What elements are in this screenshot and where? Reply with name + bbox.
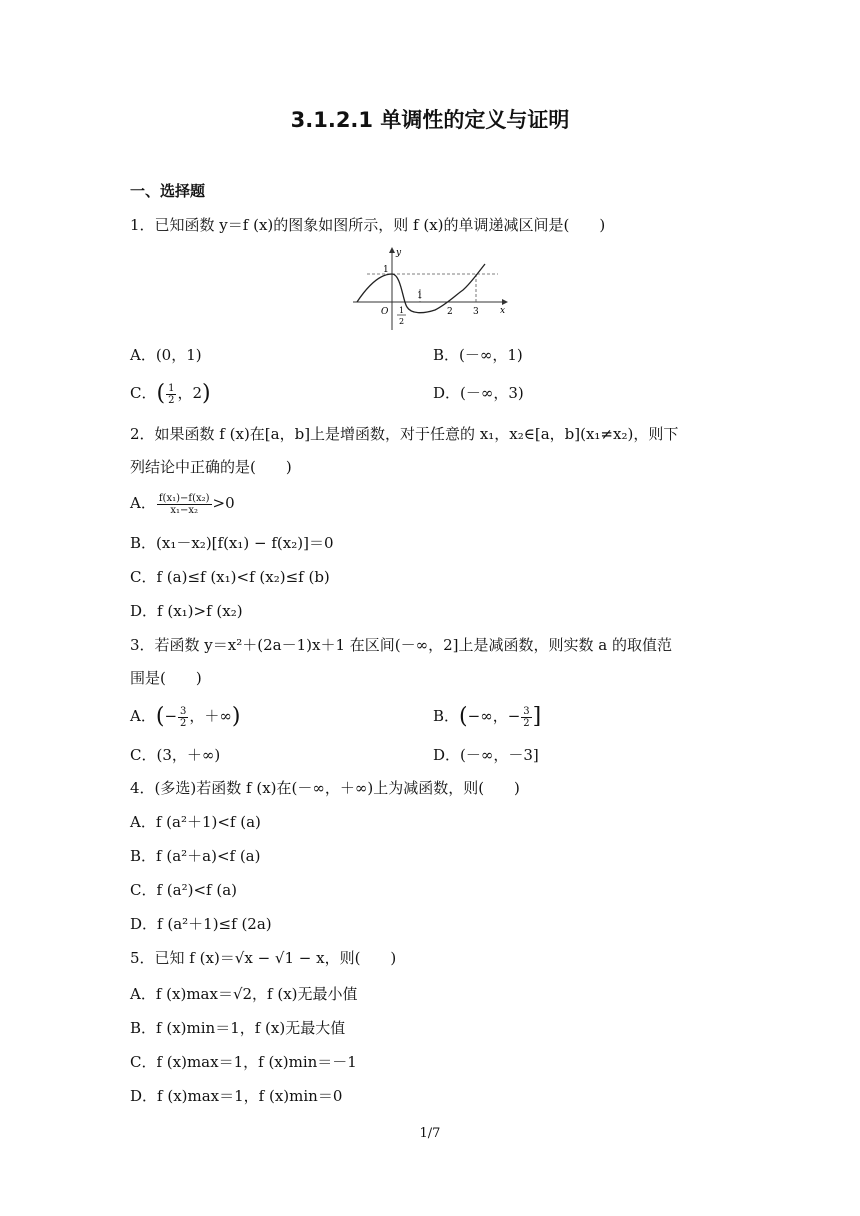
- q4-option-a: A．f (a²＋1)<f (a): [130, 813, 261, 831]
- x-tick-3: 3: [473, 307, 479, 317]
- q1-option-c-fraction: $\frac{1}{2}$: [168, 382, 175, 406]
- q2-option-a: A． $\frac{\text{f(x₁)−f(x₂)}}{\text{x₁−x₂}}$ >0: [130, 492, 235, 516]
- x-tick-half-den: 2: [399, 317, 405, 326]
- q5-option-c: C．f (x)max＝1，f (x)min＝－1: [130, 1053, 357, 1071]
- x-tick-2: 2: [447, 307, 453, 317]
- q5-option-a: A．f (x)max＝√2，f (x)无最小值: [130, 985, 358, 1003]
- q2-option-a-fraction: $\frac{\text{f(x₁)−f(x₂)}}{\text{x₁−x₂}}$: [158, 492, 210, 516]
- q1-option-d: D．(－∞，3): [433, 384, 524, 402]
- q4-option-b: B．f (a²＋a)<f (a): [130, 847, 261, 865]
- q3-option-b: B．(−∞，− $\frac{3}{2}$ ]: [433, 704, 542, 729]
- q1-option-c-prefix: C．: [130, 384, 157, 402]
- function-curve: [357, 264, 485, 313]
- x-axis-label: x: [500, 306, 506, 316]
- page-title: 3.1.2.1 单调性的定义与证明: [290, 108, 570, 132]
- q5-option-d: D．f (x)max＝1，f (x)min＝0: [130, 1087, 343, 1105]
- question-3-stem-line1: 3．若函数 y＝x²＋(2a－1)x＋1 在区间(－∞，2]上是减函数，则实数 a 的取值范: [130, 636, 672, 654]
- q3-option-c: C．(3，＋∞): [130, 746, 221, 764]
- q5-option-b: B．f (x)min＝1，f (x)无最大值: [130, 1019, 346, 1037]
- q3-option-a: A．(− $\frac{3}{2}$ ，＋∞): [130, 704, 241, 729]
- y-axis-label: y: [396, 248, 402, 258]
- q1-option-b: B．(－∞，1): [433, 346, 523, 364]
- question-5-stem: 5．已知 f (x)＝√x − √1 − x，则( ): [130, 949, 397, 967]
- q4-option-d: D．f (a²＋1)≤f (2a): [130, 915, 272, 933]
- x-tick-1: 1: [417, 291, 423, 301]
- function-graph: [345, 244, 515, 332]
- q3-option-d: D．(－∞，－3]: [433, 746, 539, 764]
- origin-label: O: [381, 307, 389, 317]
- q1-option-a: A．(0，1): [130, 346, 202, 364]
- x-tick-half-num: 1: [399, 306, 405, 315]
- question-1-stem: 1．已知函数 y＝f (x)的图象如图所示，则 f (x)的单调递减区间是( ): [130, 216, 606, 234]
- page-number: 1/7: [419, 1126, 441, 1141]
- q2-option-b: B．(x₁－x₂)[f(x₁) − f(x₂)]＝0: [130, 534, 334, 552]
- q3-option-b-fraction: $\frac{3}{2}$: [523, 705, 530, 729]
- question-4-stem: 4．(多选)若函数 f (x)在(－∞，＋∞)上为减函数，则( ): [130, 779, 520, 797]
- y-tick-1: 1: [383, 265, 389, 275]
- q1-option-c: C．( $\frac{1}{2}$ ，2): [130, 381, 211, 406]
- q4-option-c: C．f (a²)<f (a): [130, 881, 237, 899]
- q3-option-a-fraction: $\frac{3}{2}$: [180, 705, 187, 729]
- question-2-stem-line2: 列结论中正确的是( ): [130, 458, 292, 476]
- q2-option-d: D．f (x₁)>f (x₂): [130, 602, 243, 620]
- question-3-stem-line2: 围是( ): [130, 669, 202, 687]
- question-2-stem-line1: 2．如果函数 f (x)在[a，b]上是增函数，对于任意的 x₁，x₂∈[a，b](x₁≠x₂)，则下: [130, 425, 679, 443]
- section-heading: 一、选择题: [130, 182, 206, 200]
- q2-option-c: C．f (a)≤f (x₁)<f (x₂)≤f (b): [130, 568, 330, 586]
